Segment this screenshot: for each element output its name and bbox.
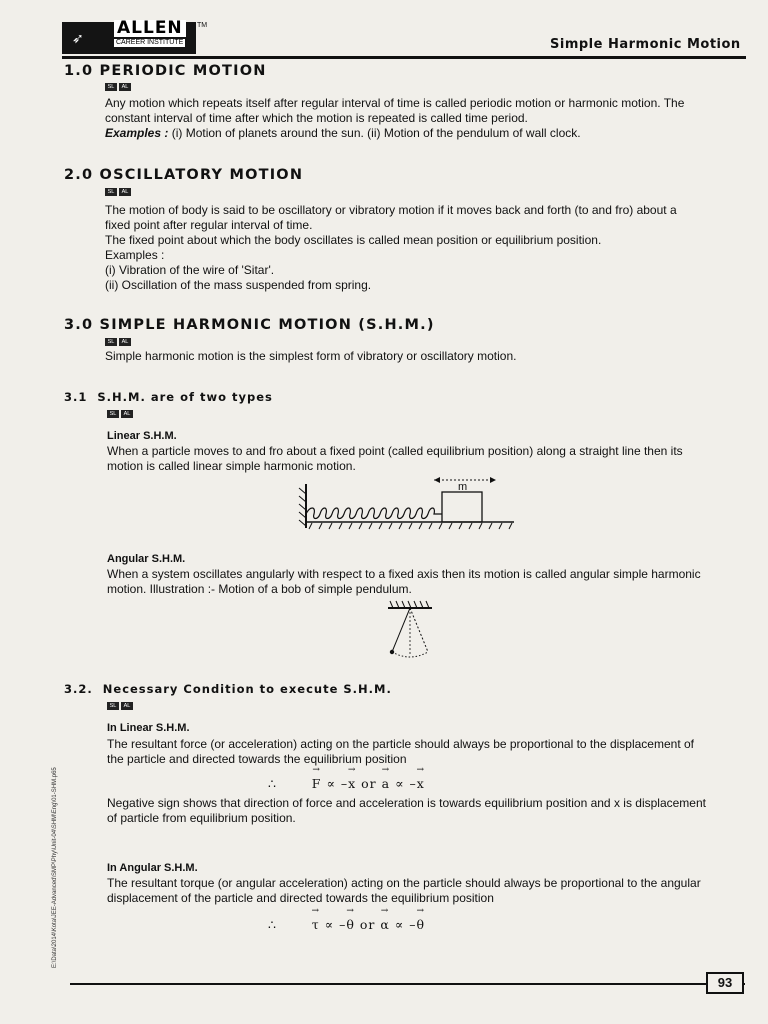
footer-divider [70, 983, 745, 985]
section-heading-oscillatory-motion: 2.0 OSCILLATORY MOTION [64, 167, 304, 183]
in-linear-shm-label: In Linear S.H.M. [107, 722, 190, 734]
badge-al: AL [121, 410, 133, 418]
oscillatory-motion-definition: The motion of body is said to be oscillatory or vibratory motion if it moves back and forth (to and fro) about a fixed point after regular interval of time. The fixed point about which the body oscillates is called mean position or equilibrium position. Examples : (i) Vibration of the wire of 'Sitar'. (ii) Oscillation of the mass suspended from spring. [105, 203, 677, 292]
badge-sl: SL [105, 188, 117, 196]
mass-block [442, 492, 482, 522]
negative-sign-note: Negative sign shows that direction of force and acceleration is towards equilibrium position and x is displacement of particle from equilibrium position. [107, 796, 706, 825]
level-badges [107, 702, 133, 710]
wall-hatching [299, 488, 306, 526]
linear-shm-formula: ∴ → F ∝ –→ x or → a ∝ –→ x [268, 776, 425, 791]
badge-al: AL [119, 338, 131, 346]
badge-sl: SL [105, 83, 117, 91]
section-heading-shm: 3.0 SIMPLE HARMONIC MOTION (S.H.M.) [64, 317, 435, 333]
angular-shm-description: When a system oscillates angularly with respect to a fixed axis then its motion is called angular simple harmonic motion. Illustration :- Motion of a bob of simple pendulum. [107, 567, 701, 596]
pendulum-diagram [380, 598, 440, 664]
angular-shm-formula: ∴ → τ ∝ –→ θ or → α ∝ –→ θ [268, 917, 425, 932]
mass-label: m [458, 481, 468, 493]
trademark: TM [197, 22, 208, 29]
pendulum-string-right [410, 608, 428, 652]
badge-sl: SL [105, 338, 117, 346]
badge-al: AL [119, 188, 131, 196]
shm-definition: Simple harmonic motion is the simplest form of vibratory or oscillatory motion. [105, 349, 517, 363]
arrow-right-head [490, 477, 496, 483]
floor-hatching [309, 523, 512, 529]
badge-al: AL [121, 702, 133, 710]
logo-text: ALLEN [114, 20, 186, 37]
logo-subtext: CAREER INSTITUTE [116, 39, 184, 46]
margin-file-path: E:\Data\2014\Kota\JEE-Advanced\SMP\Phy\Unit-04\SHM\Eng\01-SHM.p65 [52, 767, 58, 968]
section-heading-periodic-motion: 1.0 PERIODIC MOTION [64, 63, 267, 79]
pendulum-string-left [392, 608, 410, 652]
level-badges [105, 83, 131, 91]
badge-sl: SL [107, 702, 119, 710]
badge-al: AL [119, 83, 131, 91]
logo-emblem-icon: ➶ [72, 30, 84, 46]
page-number: 93 [706, 972, 744, 994]
support-hatching [390, 601, 429, 608]
angular-shm-label: Angular S.H.M. [107, 553, 186, 565]
linear-condition-text: The resultant force (or acceleration) acting on the particle should always be proportional to the displacement of the particle and directed towards the equilibrium position [107, 737, 694, 766]
periodic-motion-definition: Any motion which repeats itself after regular interval of time is called periodic motion or harmonic motion. The constant interval of time after which the motion is repeated is called time period. Examples : (i) Motion of planets around the sun. (ii) Motion of the pendulum of wall clock. [105, 96, 685, 140]
badge-sl: SL [107, 410, 119, 418]
pendulum-bob [390, 650, 394, 654]
spring-mass-diagram [296, 474, 518, 534]
level-badges [105, 188, 131, 196]
spring-coil [306, 508, 442, 519]
header-divider [62, 56, 746, 59]
arrow-left-head [434, 477, 440, 483]
angular-condition-text: The resultant torque (or angular acceleration) acting on the particle should always be proportional to the angular displacement of the particle and directed towards the equilibrium position [107, 876, 701, 905]
section-heading-shm-types: 3.1 S.H.M. are of two types [64, 390, 273, 404]
section-heading-necessary-condition: 3.2. Necessary Condition to execute S.H.M. [64, 682, 392, 696]
linear-shm-label: Linear S.H.M. [107, 430, 177, 442]
level-badges [107, 410, 133, 418]
chapter-title: Simple Harmonic Motion [550, 37, 741, 52]
in-angular-shm-label: In Angular S.H.M. [107, 862, 198, 874]
linear-shm-description: When a particle moves to and fro about a fixed point (called equilibrium position) along a straight line then its motion is called linear simple harmonic motion. [107, 444, 683, 473]
level-badges [105, 338, 131, 346]
